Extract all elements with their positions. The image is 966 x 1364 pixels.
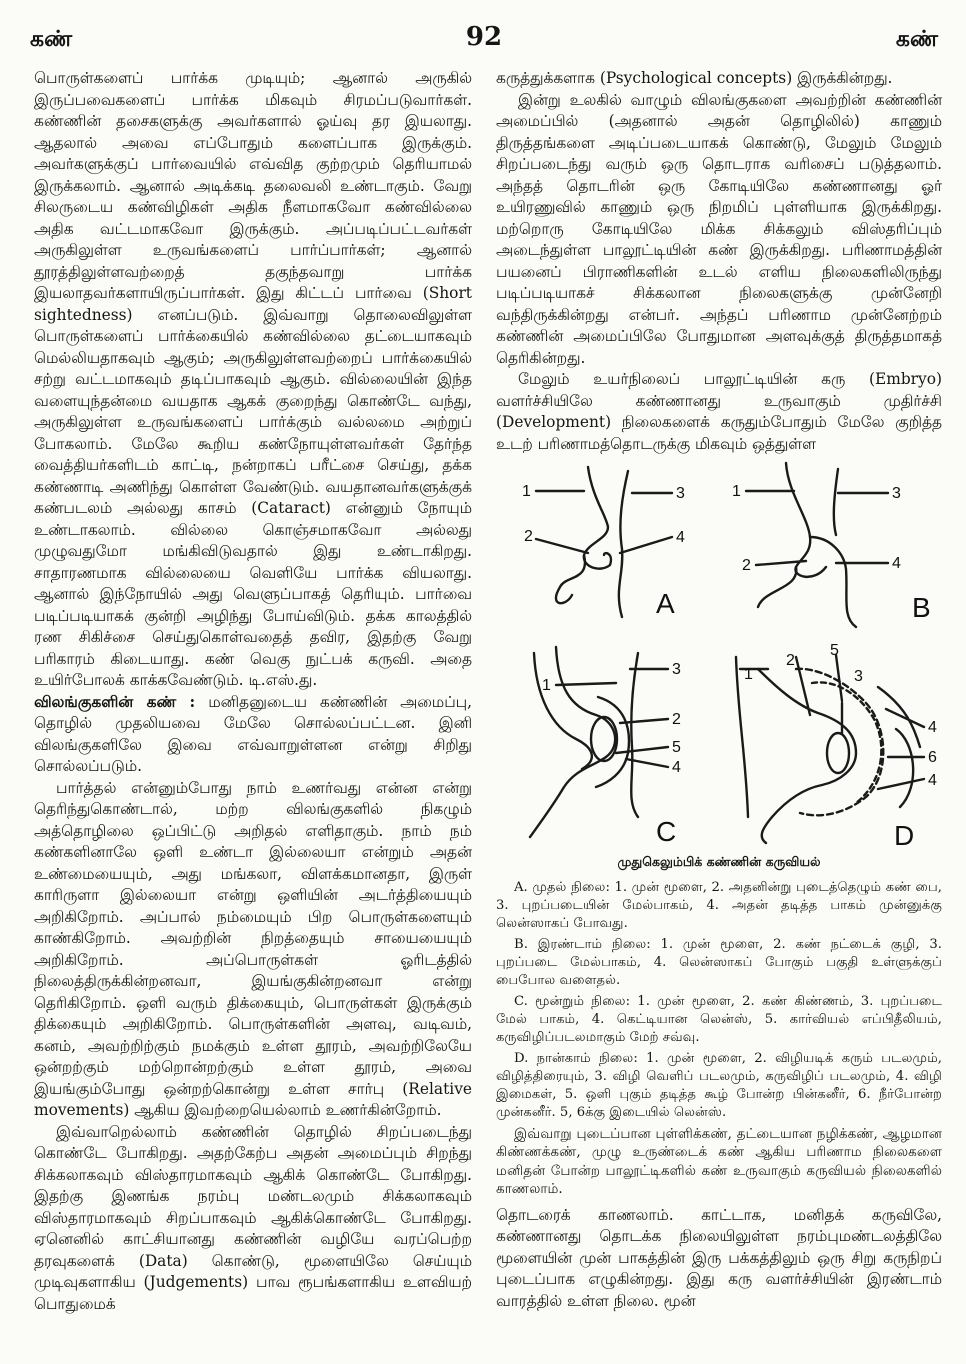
marker-d-1: 1 bbox=[744, 666, 753, 683]
panel-c-drawing bbox=[530, 647, 668, 837]
marker-d-4a: 4 bbox=[928, 719, 937, 736]
panel-b-drawing bbox=[746, 463, 888, 627]
figure-caption: முதுகெலும்பிக் கண்ணின் கருவியல் bbox=[617, 854, 821, 869]
marker-b-3: 3 bbox=[892, 485, 901, 502]
left-paragraph-3: பார்த்தல் என்னும்போது நாம் உணர்வது என்ன என்று தெரிந்துகொண்டால், மற்ற விலங்குகளில் நிகழும் அத்தொழிலை ஒப்பிட்டு அறிதல் எளிதாகும். நாம் நம் கண்களினாலே ஒளி உண்டா இல்லையா என்றும் அதன் உண்மையையும், அது மங்கலா, விளக்கமானதா, இருள் காரிருளா இல்லையா என்று ஒளியின் அடர்த்தியையும் அறிகிறோம். அப்பால் நம்மையும் பிற பொருள்களையும் காண்கிறோம். அவற்றின் நிறத்தையும் சாயையையும் அறிகிறோம். அப்பொருள்கள் ஓரிடத்தில் நிலைத்திருக்கின்றனவா, இயங்குகின்றனவா என்று தெரிகிறோம். ஒளி வரும் திக்கையும், பொருள்கள் இருக்கும் திக்கையும் அறிகிறோம். பொருள்களின் அளவு, வடிவம், கனம், அவற்றிற்கும் நமக்கும் உள்ள தூரம், அவற்றிலேயே ஒன்றற்கும் மற்றொன்றற்கும் உள்ள தூரம், அவை இயங்கும்போது ஒன்றற்கொன்று உள்ள சார்பு (Relative movements) ஆகிய இவற்றையெல்லாம் உணர்கின்றோம். bbox=[34, 778, 472, 1119]
marker-d-4b: 4 bbox=[928, 772, 937, 789]
marker-c-3: 3 bbox=[672, 661, 681, 678]
header-right-title: கண் bbox=[895, 26, 938, 52]
marker-d-3: 3 bbox=[854, 668, 863, 685]
marker-d-2: 2 bbox=[786, 652, 795, 669]
legend-b: B. இரண்டாம் நிலை: 1. முன் மூளை, 2. கண் நட்டைக் குழி, 3. புறப்படை மேல்பாகம், 4. லென்ஸாகப் போகும் பகுதி உள்ளுக்குப் பைபோல வளைதல். bbox=[496, 936, 942, 988]
panel-a-drawing bbox=[536, 467, 672, 617]
panel-label-a: A bbox=[656, 588, 675, 619]
marker-c-2: 2 bbox=[672, 711, 681, 728]
marker-b-1: 1 bbox=[732, 483, 741, 500]
marker-a-2: 2 bbox=[524, 528, 533, 545]
panel-label-c: C bbox=[656, 816, 677, 847]
right-paragraph-2: இன்று உலகில் வாழும் விலங்குகளை அவற்றின் கண்ணின் அமைப்பில் (அதனால் அதன் தொழிலில்) காணும் திருத்தங்களை அடிப்படையாகக் கொண்டு, மேலும் மேலும் சிறப்படைந்து வரும் ஒரு தொடராக வரிசைப் படுத்தலாம். அந்தத் தொடரின் ஒரு கோடியிலே கண்ணானது ஓர் உயிரணுவில் காணும் ஒரு நிறமிப் புள்ளியாக இருக்கிறது. மற்றொரு கோடியிலே மிக்க சிக்கலும் விஸ்தரிப்பும் அடைந்துள்ள பாலூட்டியின் கண் இருக்கிறது. பரிணாமத்தின் பயனைப் பிராணிகளின் உடல் எளிய நிலைகளிலிருந்து படிப்படியாகச் சிக்கலான நிலைகளுக்கு முன்னேறி வந்திருக்கின்றது என்பர். அந்தப் பரிணாம முன்னேற்றம் கண்ணின் அமைப்பிலே போதுமான அளவுக்குத் திருத்தமாகத் தெரிகின்றது. bbox=[496, 90, 942, 367]
right-paragraph-3: மேலும் உயர்நிலைப் பாலூட்டியின் கரு (Embryo) வளர்ச்சியிலே கண்ணானது உருவாகும் முதிர்ச்சி (Development) நிலைகளைக் கருதும்போதும் மேலே குறித்த உடற் பரிணாமத்தொடருக்கு மிகவும் ஒத்துள்ள bbox=[496, 370, 942, 453]
marker-a-3: 3 bbox=[676, 485, 685, 502]
marker-a-1: 1 bbox=[522, 483, 531, 500]
figure-legend bbox=[496, 879, 942, 1199]
legend-summary: இவ்வாறு புடைப்பான புள்ளிக்கண், தட்டையான நழிக்கண், ஆழமான கிண்ணக்கண், முழு உருண்டைக் கண் ஆகிய பரிணாம நிலைகளை மனிதன் போன்ற பாலூட்டிகளில் கண் உருவாகும் கருவியல் நிலைகளில் காணலாம். bbox=[496, 1125, 942, 1197]
left-paragraph-1: பொருள்களைப் பார்க்க முடியும்; ஆனால் அருகில் இருப்பவைகளைப் பார்க்க மிகவும் சிரமப்படுவார்கள். கண்ணின் தசைகளுக்கு அவர்களால் ஓய்வு தர இயலாது. ஆதலால் அவை எப்போதும் களைப்பாக இருக்கும். அவர்களுக்குப் பார்வையில் எவ்வித குற்றமும் தெரியாமல் இருக்கலாம். ஆனால் அடிக்கடி தலைவலி உண்டாகும். வேறு சிலருடைய கண்விழிகள் அதிக நீளமாகவோ கண்வில்லை அதிக வட்டமாகவோ இருக்கும். அப்படிப்பட்டவர்கள் அருகிலுள்ள உருவங்களைப் பார்ப்பார்கள்; ஆனால் தூரத்திலுள்ளவற்றைத் தகுந்தவாறு பார்க்க இயலாதவர்களாயிருப்பார்கள். இது கிட்டப் பார்வை (Short sightedness) எனப்படும். இவ்வாறு தொலைவிலுள்ள பொருள்களைப் பார்க்கையில் கண்வில்லை தட்டையாகவும் மெல்லியதாகவும் ஆகும்; அருகிலுள்ளவற்றைப் பார்க்கையில் சற்று வட்டமாகவும் தடிப்பாகவும் ஆகும். வில்லையின் இந்த வளையுந்தன்மை வயதாக ஆகக் குறைந்து கொண்டே வந்து, அருகிலுள்ள உருவங்களைப் பார்க்கும் வல்லமை அற்றுப் போகலாம். மேலே கூறிய கண்நோயுள்ளவர்கள் தேர்ந்த வைத்தியர்களிடம் காட்டி, நன்றாகப் பரீட்சை செய்து, தக்க கண்ணாடி அணிந்து கொள்ள வேண்டும். வயதானவர்களுக்குக் கண்படலம் அல்லது காசம் (Cataract) என்னும் நோயும் உண்டாகலாம். வில்லை கொஞ்சமாகவோ அல்லது முழுவதுமோ மங்கிவிடுவதால் இது உண்டாகிறது. சாதாரணமாக வில்லையை வெளியே பார்க்க வியலாது. ஆனால் இந்நோயில் அது வெளுப்பாகத் தெரியும். பார்வை படிப்படியாகக் குன்றி அழிந்து போய்விடும். தக்க காலத்தில் ரண சிகிச்சை செய்துகொள்வதைத் தவிர, இதற்கு வேறு பரிகாரம் கிடையாது. கண் வெகு நுட்பக் கருவி. அதை உயிர்போலக் காக்கவேண்டும். டி.எஸ்.து. bbox=[34, 69, 472, 689]
animals-eye-section bbox=[34, 692, 472, 778]
left-paragraph-4: இவ்வாறெல்லாம் கண்ணின் தொழில் சிறப்படைந்து கொண்டே போகிறது. அதற்கேற்ப அதன் அமைப்பும் சிறந்து சிக்கலாகவும் விஸ்தாரமாகவும் ஆகிக் கொண்டே போகிறது. இதற்கு இணங்க நரம்பு மண்டலமும் சிக்கலாகவும் விஸ்தாரமாகவும் சிறப்பாகவும் ஆகிக்கொண்டே போகிறது. ஏனெனில் காட்சியானது கண்ணின் வழியே வரப்பெற்ற தரவுகளைக் (Data) கொண்டு, மூளையிலே செய்யும் முடிவுகளாகிய (Judgements) பாவ ரூபங்களாகிய உளவியற் பொதுமைக் bbox=[34, 1122, 472, 1313]
panel-label-b: B bbox=[912, 592, 931, 623]
legend-a: A. முதல் நிலை: 1. முன் மூளை, 2. அதனின்று புடைத்தெழும் கண் பை, 3. புறப்படையின் மேல்பாகம், 4. அதன் தடித்த பாகம் முன்னுக்கு லென்ஸாகப் போவது. bbox=[496, 879, 942, 931]
marker-d-5: 5 bbox=[830, 642, 839, 659]
right-paragraph-1: கருத்துக்களாக (Psychological concepts) இருக்கின்றது. bbox=[496, 69, 893, 87]
section-heading: விலங்குகளின் கண் : bbox=[34, 692, 196, 711]
figure-drawing bbox=[496, 457, 942, 849]
left-column bbox=[34, 68, 472, 1315]
embryology-figure bbox=[496, 457, 942, 849]
marker-a-4: 4 bbox=[676, 529, 685, 546]
marker-c-4: 4 bbox=[672, 759, 681, 776]
right-tail-paragraph: தொடரைக் காணலாம். காட்டாக, மனிதக் கருவிலே, கண்ணானது தொடக்க நிலையிலுள்ள நரம்புமண்டலத்திலே மூளையின் முன் பாகத்தின் இரு பக்கத்திலும் ஒரு சிறு கருநிறப் புடைப்பாக எழுகின்றது. இது கரு வளர்ச்சியின் இரண்டாம் வாரத்தில் உள்ள நிலை. மூன் bbox=[496, 1205, 942, 1310]
panel-d-drawing bbox=[736, 655, 924, 843]
marker-c-5: 5 bbox=[672, 739, 681, 756]
page-header bbox=[30, 22, 938, 56]
right-column bbox=[496, 68, 942, 1312]
header-left-title: கண் bbox=[30, 26, 73, 52]
marker-d-6: 6 bbox=[928, 749, 937, 766]
marker-b-2: 2 bbox=[742, 557, 751, 574]
legend-c: C. மூன்றும் நிலை: 1. முன் மூளை, 2. கண் கிண்ணம், 3. புறப்படை மேல் பாகம், 4. கெட்டியான லென்ஸ், 5. கார்வியல் எப்பிதீலியம், கருவிழிப்படலமாகும் மேற் சவ்வு. bbox=[496, 993, 942, 1045]
marker-c-1: 1 bbox=[542, 677, 551, 694]
section-intro: மனிதனுடைய கண்ணின் அமைப்பு, தொழில் முதலியவை மேலே சொல்லப்பட்டன. இனி விலங்குகளிலே இவை எவ்வாறுள்ளன என்று சிறிது சொல்லப்படும். bbox=[34, 692, 472, 775]
legend-d: D. நான்காம் நிலை: 1. முன் மூளை, 2. விழியடிக் கரும் படலமும், விழித்திரையும், 3. விழி வெளிப் படலமும், கருவிழிப் படலமும், 4. விழி இமைகள், 5. ஒளி புகும் தடித்த கூழ் போன்ற பின்கனீர், 6. நீர்போன்ற முன்கனீர். 5, 6க்கு இடையில் லென்ஸ். bbox=[496, 1050, 942, 1120]
marker-b-4: 4 bbox=[892, 555, 901, 572]
page-number: 92 bbox=[465, 22, 503, 52]
panel-label-d: D bbox=[894, 820, 915, 849]
